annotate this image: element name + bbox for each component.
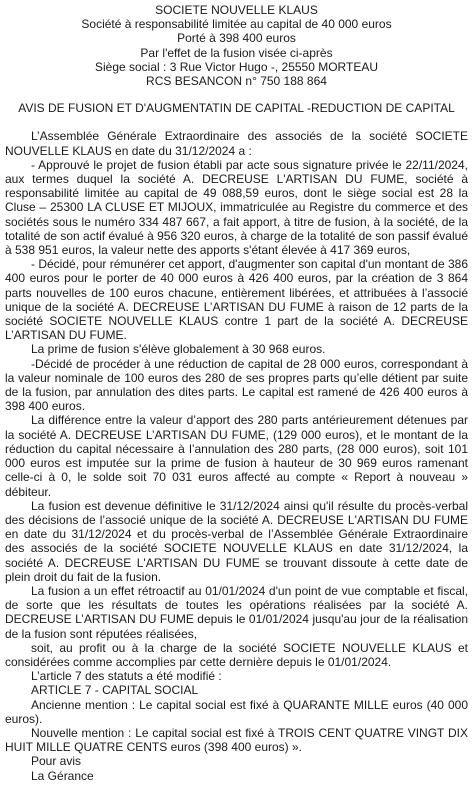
notice-title-block — [5, 101, 468, 115]
paragraph-capital-reduction: -Décidé de procéder à une réduction de capital de 28 000 euros, correspondant à la valeur nominale de 100 euros des 280 de ses propres parts qu’elle détient par suite de la fusion, par annulation des dites parts. Le capital est ramené de 426 400 euros à 398 400 euros. — [5, 356, 468, 414]
notice-body — [5, 129, 468, 782]
article-heading: ARTICLE 7 - CAPITAL SOCIAL — [31, 683, 199, 698]
paragraph-old-mention: Ancienne mention : Le capital social est fixé à QUARANTE MILLE euros (40 000 euros). — [5, 697, 468, 726]
paragraph-merger-premium: La prime de fusion s'élève globalement à 30 968 euros. — [31, 342, 326, 357]
company-header — [5, 3, 468, 88]
rcs-number: RCS BESANCON n° 750 188 864 — [146, 74, 327, 89]
paragraph-assembly: L’Assemblée Générale Extraordinaire des associés de la société SOCIETE NOUVELLE KLAUS en date du 31/12/2024 a : — [5, 129, 468, 158]
paragraph-profit-charge: soit, au profit ou à la charge de la société SOCIETE NOUVELLE KLAUS et considérées comme accomplies par cette dernière depuis le 01/01/2024. — [5, 640, 468, 669]
legal-form: Société à responsabilité limitée au capital de 40 000 euros — [81, 17, 392, 32]
registered-office: Siège social : 3 Rue Victor Hugo -, 25550 MORTEAU — [94, 59, 379, 74]
signature-management: La Gérance — [31, 768, 94, 783]
paragraph-capital-increase: - Décidé, pour rémunérer cet apport, d'augmenter son capital d'un montant de 386 400 euros pour le porter de 40 000 euros à 426 400 euros, par la création de 3 864 parts nouvelles de 100 euros chacune, entièrement libérées, et attribuées à l’associé unique de la société A. DECREUSE L’ARTISAN DU FUME à raison de 12 parts de la société SOCIETE NOUVELLE KLAUS contre 1 part de la société A. DECREUSE L’ARTISAN DU FUME. — [5, 257, 468, 343]
company-name: SOCIETE NOUVELLE KLAUS — [155, 3, 318, 17]
paragraph-retroactive: La fusion a un effet rétroactif au 01/01/2024 d'un point de vue comptable et fiscal, de sorte que les résultats de toutes les opérations réalisées par la société A. DECREUSE L’ARTISAN DU FUME depuis le 01/01/2024 jusqu'au jour de la réalisation de la fusion sont réputées réalisées, — [5, 583, 468, 641]
paragraph-article-modified: L’article 7 des statuts a été modifié : — [31, 669, 222, 684]
paragraph-definitive: La fusion est devenue définitive le 31/12/2024 ainsi qu'il résulte du procès-verbal des décisions de l’associé unique de la société A. DECREUSE L'ARTISAN DU FUME en date du 31/12/2024 et du procès-verbal de l’Assemblée Générale Extraordinaire des associés de la société SOCIETE NOUVELLE KLAUS en date 31/12/2024, la société A. DECREUSE L'ARTISAN DU FUME se trouvant dissoute à cette date de plein droit du fait de la fusion. — [5, 498, 468, 584]
notice-title: AVIS DE FUSION ET D'AUGMENTATIN DE CAPITAL -REDUCTION DE CAPITAL — [18, 101, 455, 116]
capital-raised: Porté à 398 400 euros — [177, 31, 296, 46]
for-notice: Pour avis — [31, 754, 82, 769]
merger-effect: Par l'effet de la fusion visée ci-après — [140, 45, 333, 60]
paragraph-new-mention: Nouvelle mention : Le capital social est fixé à TROIS CENT QUATRE VINGT DIX HUIT MILLE QUATRE CENTS euros (398 400 euros) ». — [5, 725, 468, 755]
paragraph-difference: La différence entre la valeur d’apport des 280 parts antérieurement détenues par la société A. DECREUSE L’ARTISAN DU FUME, (129 000 euros), et le montant de la réduction du capital nécessaire à l’annulation des 280 parts, (28 000 euros), soit 101 000 euros est imputée sur la prime de fusion à hauteur de 30 969 euros ramenant celle-ci à 0, le solde soit 70 031 euros affecté au compte « Report à nouveau » débiteur. — [5, 413, 468, 499]
paragraph-merger-approval: - Approuvé le projet de fusion établi par acte sous signature privée le 22/11/2024, aux termes duquel la société A. DECREUSE L'ARTISAN DU FUME, société à responsabilité limitée au capital de 49 088,59 euros, dont le siège social est 28 la Cluse – 25300 LA CLUSE ET MIJOUX, immatriculée au Registre du commerce et des sociétés sous le numéro 334 487 667, a fait apport, à titre de fusion, à la société, de la totalité de son actif évalué à 956 320 euros, à charge de la totalité de son passif évalué à 538 951 euros, la valeur nette des apports s'étant élevée à 417 369 euros, — [5, 157, 468, 258]
